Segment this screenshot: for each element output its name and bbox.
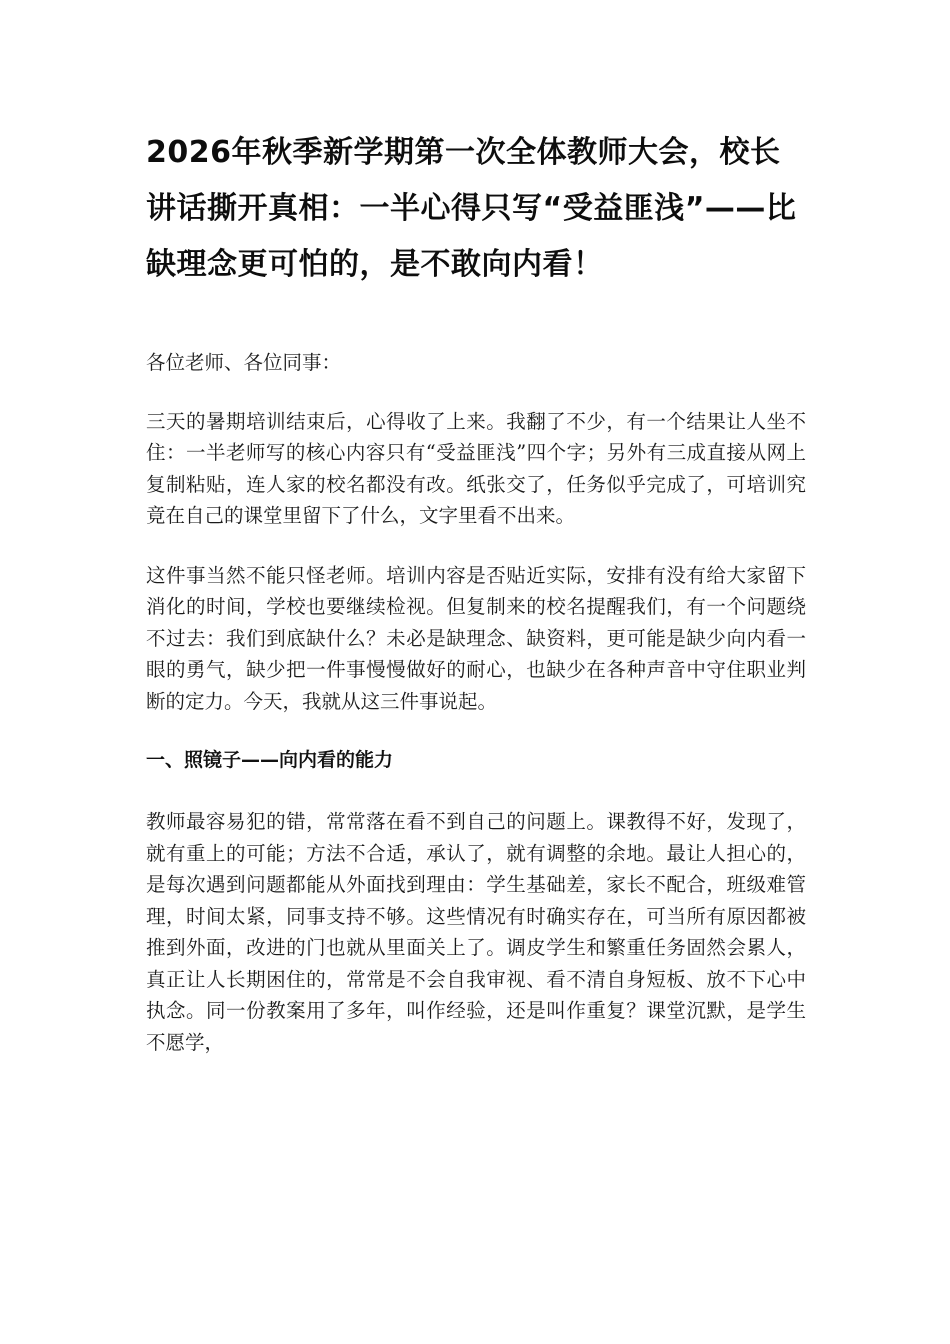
- section-1-paragraph: 教师最容易犯的错，常常落在看不到自己的问题上。课教得不好，发现了，就有重上的可能；方法不合适，承认了，就有调整的余地。最让人担心的，是每次遇到问题都能从外面找到理由：学生基础差，家长不配合，班级难管理，时间太紧，同事支持不够。这些情况有时确实存在，可当所有原因都被推到外面，改进的门也就从里面关上了。调皮学生和繁重任务固然会累人，真正让人长期困住的，常常是不会自我审视、看不清自身短板、放不下心中执念。同一份教案用了多年，叫作经验，还是叫作重复？课堂沉默，是学生不愿学，: [146, 810, 806, 1054]
- document-content: [146, 125, 806, 1058]
- document-title: 2026年秋季新学期第一次全体教师大会，校长讲话撕开真相：一半心得只写“受益匪浅”——比缺理念更可怕的，是不敢向内看！: [146, 135, 797, 282]
- section-heading-1: 一、照镜子——向内看的能力: [146, 749, 394, 771]
- body-paragraph-2: 这件事当然不能只怪老师。培训内容是否贴近实际，安排有没有给大家留下消化的时间，学校也要继续检视。但复制来的校名提醒我们，有一个问题绕不过去：我们到底缺什么？未必是缺理念、缺资料，更可能是缺少向内看一眼的勇气，缺少把一件事慢慢做好的耐心，也缺少在各种声音中守住职业判断的定力。今天，我就从这三件事说起。: [146, 563, 806, 713]
- salutation: 各位老师、各位同事：: [146, 351, 342, 374]
- body-paragraph-1: 三天的暑期培训结束后，心得收了上来。我翻了不少，有一个结果让人坐不住：一半老师写的核心内容只有“受益匪浅”四个字；另外有三成直接从网上复制粘贴，连人家的校名都没有改。纸张交了，任务似乎完成了，可培训究竟在自己的课堂里留下了什么，文字里看不出来。: [146, 409, 806, 527]
